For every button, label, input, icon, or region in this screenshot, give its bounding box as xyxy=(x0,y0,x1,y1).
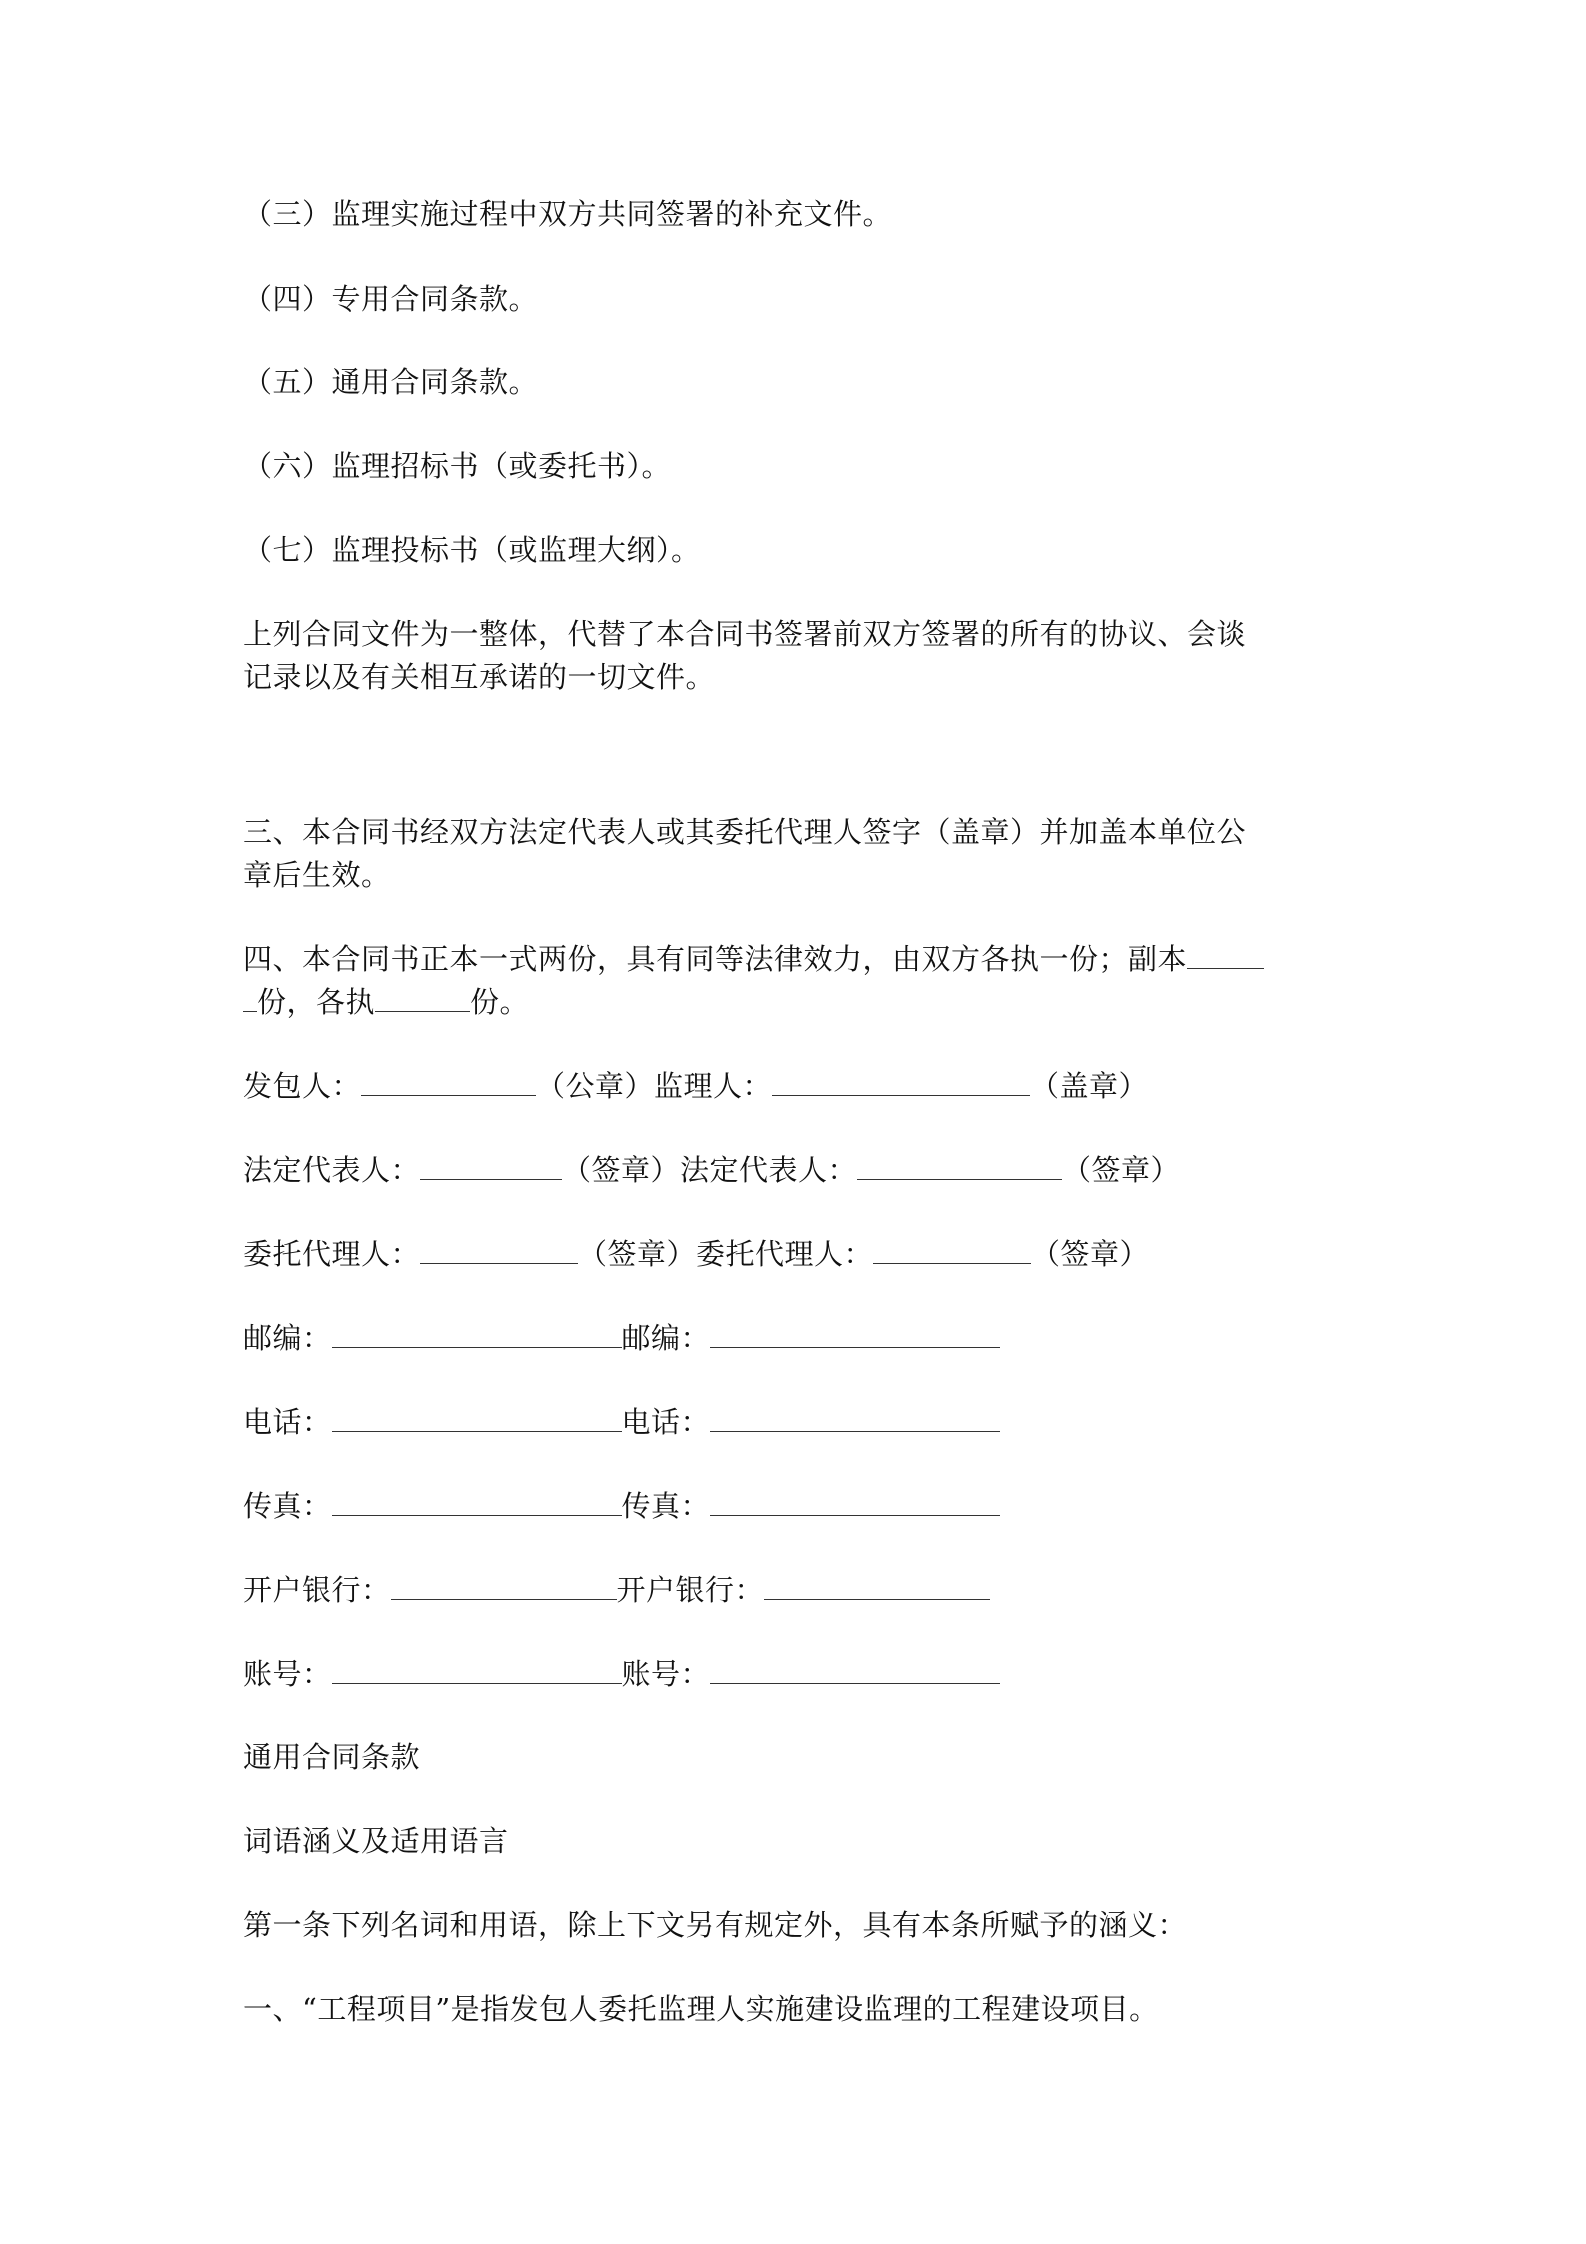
postcode-a-blank xyxy=(332,1319,622,1348)
agent-a-seal: （签章） xyxy=(578,1237,697,1271)
bank-a-blank xyxy=(391,1571,617,1600)
copies-blank-a xyxy=(1187,940,1264,969)
agent-b-label: 委托代理人： xyxy=(696,1237,874,1271)
employer-seal: （公章） xyxy=(536,1069,655,1103)
account-a-blank xyxy=(332,1655,622,1684)
postcode-a-label: 邮编： xyxy=(243,1321,332,1355)
fax-b-blank xyxy=(710,1487,1000,1516)
clause-4-line-1 xyxy=(243,937,1264,981)
general-terms-title: 通用合同条款 xyxy=(243,1740,421,1774)
item-3: （三）监理实施过程中双方共同签署的补充文件。 xyxy=(243,197,893,231)
item-4: （四）专用合同条款。 xyxy=(243,282,539,316)
definitions-heading: 词语涵义及适用语言 xyxy=(243,1824,509,1858)
fax-a-label: 传真： xyxy=(243,1489,332,1523)
supervisor-label: 监理人： xyxy=(654,1069,773,1103)
item-6: （六）监理招标书（或委托书）。 xyxy=(243,449,672,483)
legal-rep-a-label: 法定代表人： xyxy=(243,1153,421,1187)
legal-rep-b-label: 法定代表人： xyxy=(680,1153,858,1187)
phone-a-label: 电话： xyxy=(243,1405,332,1439)
info-row-bank xyxy=(243,1568,990,1612)
fax-a-blank xyxy=(332,1487,622,1516)
agent-b-blank xyxy=(873,1235,1031,1264)
clause-4-end-text: 份。 xyxy=(470,985,530,1019)
item-7: （七）监理投标书（或监理大纲）。 xyxy=(243,533,701,567)
account-b-blank xyxy=(710,1655,1000,1684)
agent-a-blank xyxy=(420,1235,578,1264)
each-holds-blank xyxy=(375,983,470,1012)
signature-row-agent xyxy=(243,1232,1149,1276)
definition-1: 一、“工程项目”是指发包人委托监理人实施建设监理的工程建设项目。 xyxy=(243,1992,1159,2026)
bank-b-blank xyxy=(764,1571,990,1600)
agent-b-seal: （签章） xyxy=(1031,1237,1150,1271)
clause-4-text: 四、本合同书正本一式两份，具有同等法律效力，由双方各执一份；副本 xyxy=(243,942,1188,976)
supervisor-blank xyxy=(772,1067,1030,1096)
phone-b-blank xyxy=(710,1403,1000,1432)
postcode-b-blank xyxy=(710,1319,1000,1348)
clause-3-line-1: 三、本合同书经双方法定代表人或其委托代理人签字（盖章）并加盖本单位公 xyxy=(243,815,1247,849)
bank-b-label: 开户银行： xyxy=(616,1573,765,1607)
signature-row-employer xyxy=(243,1064,1148,1108)
phone-a-blank xyxy=(332,1403,622,1432)
info-row-postcode xyxy=(243,1316,1000,1360)
info-row-phone xyxy=(243,1400,1000,1444)
info-row-account xyxy=(243,1652,1000,1696)
clause-3-line-2: 章后生效。 xyxy=(243,858,391,892)
item-5: （五）通用合同条款。 xyxy=(243,365,539,399)
legal-rep-b-seal: （签章） xyxy=(1062,1153,1181,1187)
clause-4-line-2 xyxy=(243,980,529,1024)
agent-a-label: 委托代理人： xyxy=(243,1237,421,1271)
copies-blank-b xyxy=(243,983,257,1012)
postcode-b-label: 邮编： xyxy=(621,1321,711,1355)
signature-row-legal-rep xyxy=(243,1148,1180,1192)
fax-b-label: 传真： xyxy=(621,1489,711,1523)
account-a-label: 账号： xyxy=(243,1657,332,1691)
employer-blank xyxy=(361,1067,536,1096)
clause-4-copies-text: 份，各执 xyxy=(257,985,376,1019)
summary-line-1: 上列合同文件为一整体，代替了本合同书签署前双方签署的所有的协议、会谈 xyxy=(243,617,1247,651)
legal-rep-b-blank xyxy=(857,1151,1062,1180)
article-1: 第一条下列名词和用语，除上下文另有规定外，具有本条所赋予的涵义： xyxy=(243,1908,1188,1942)
legal-rep-a-blank xyxy=(420,1151,562,1180)
info-row-fax xyxy=(243,1484,1000,1528)
employer-label: 发包人： xyxy=(243,1069,362,1103)
bank-a-label: 开户银行： xyxy=(243,1573,391,1607)
legal-rep-a-seal: （签章） xyxy=(562,1153,681,1187)
summary-line-2: 记录以及有关相互承诺的一切文件。 xyxy=(243,660,716,694)
account-b-label: 账号： xyxy=(621,1657,711,1691)
supervisor-seal: （盖章） xyxy=(1030,1069,1149,1103)
phone-b-label: 电话： xyxy=(621,1405,711,1439)
